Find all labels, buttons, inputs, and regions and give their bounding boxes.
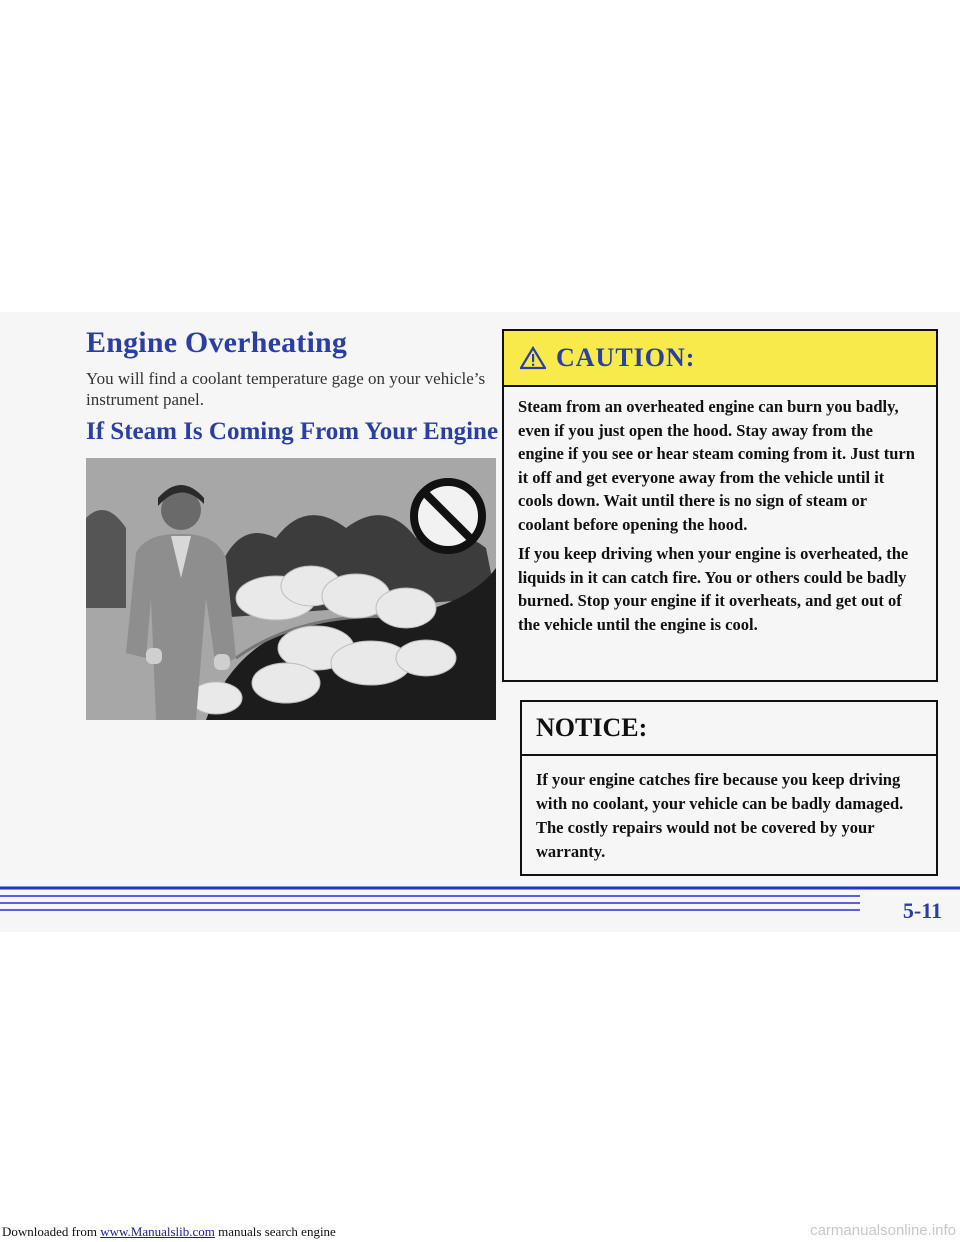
notice-header (522, 702, 936, 756)
watermark: carmanualsonline.info (810, 1222, 956, 1239)
warning-triangle-icon (520, 346, 546, 370)
notice-box (520, 700, 938, 876)
section-heading: If Steam Is Coming From Your Engine (86, 418, 499, 445)
notice-text: If your engine catches fire because you keep driving with no coolant, your vehicle can be badly damaged. The costly repairs would not be covered by your warranty. (536, 770, 904, 861)
caution-paragraph: If you keep driving when your engine is overheated, the liquids in it can catch fire. You or others could be badly burned. Stop your engine if it overheats, and get out of the vehicle until the engine is cool. (518, 544, 909, 634)
no-symbol-icon (414, 482, 482, 550)
download-credit-prefix: Downloaded from (2, 1224, 97, 1239)
intro-text: You will find a coolant temperature gage on your vehicle’s instrument panel. (86, 369, 486, 409)
notice-body (522, 756, 936, 864)
notice-title: NOTICE: (536, 713, 648, 742)
caution-box (502, 329, 938, 682)
caution-title: CAUTION: (556, 343, 696, 372)
download-credit (2, 1224, 336, 1240)
page-number: 5-11 (902, 898, 942, 923)
steam-engine-illustration (86, 458, 496, 720)
footer-rule (0, 884, 960, 920)
caution-paragraph: Steam from an overheated engine can burn you badly, even if you just open the hood. Stay away from the engine if you see or hear steam coming from it. Just turn it off and get everyone away from the vehicle until it cools down. Wait until there is no sign of steam or coolant before opening the hood. (518, 397, 915, 534)
download-credit-suffix: manuals search engine (218, 1224, 336, 1239)
caution-body (504, 387, 936, 636)
manualslib-link[interactable]: www.Manualslib.com (100, 1224, 215, 1239)
page-heading: Engine Overheating (86, 326, 348, 359)
caution-header (504, 331, 936, 387)
